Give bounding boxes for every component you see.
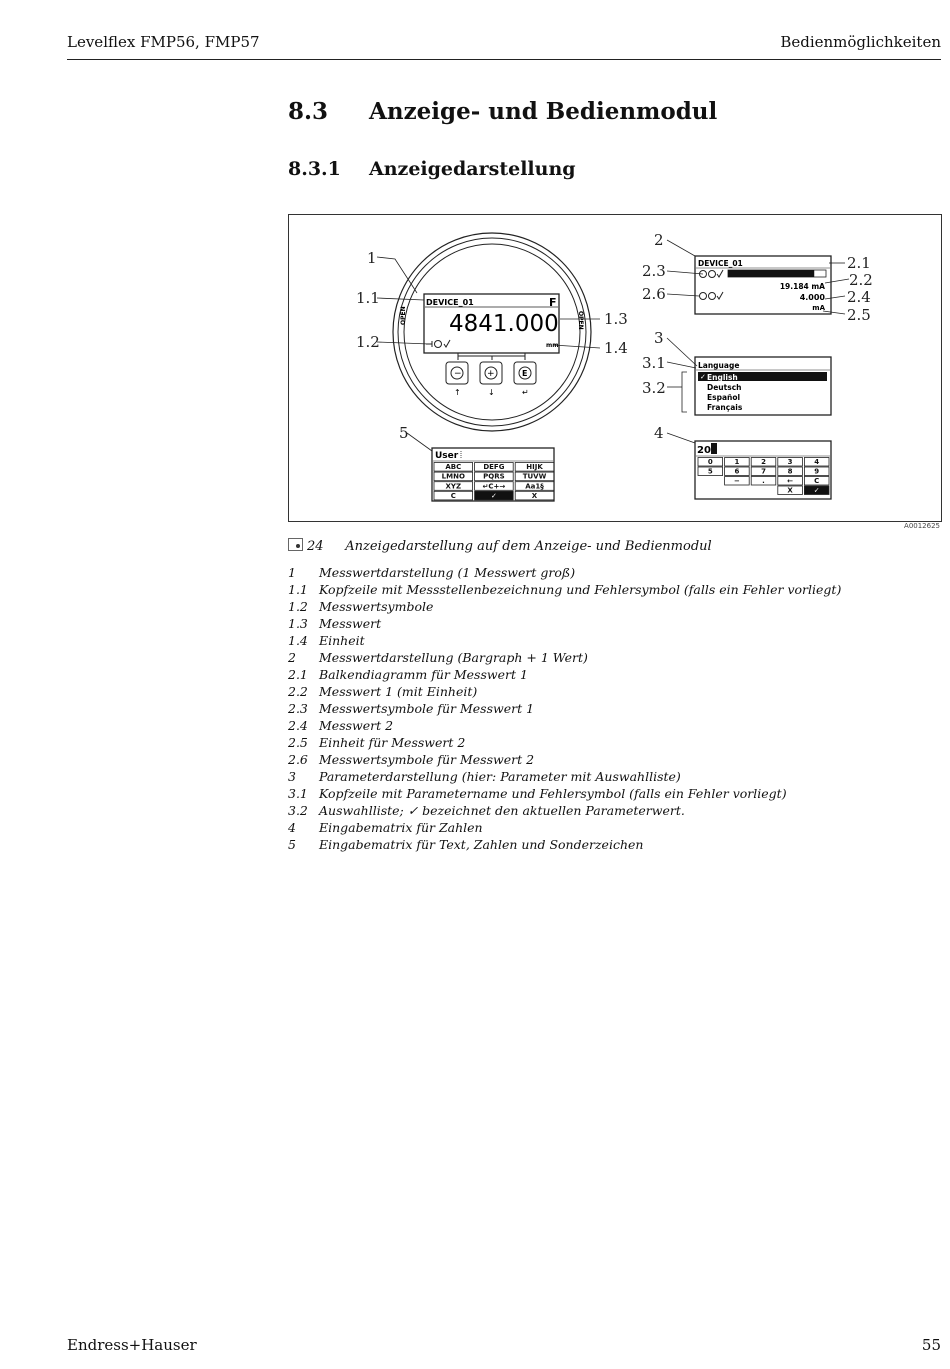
keypad-key-label: XYZ [445, 482, 462, 491]
callout-1-1: 1.1 [356, 289, 380, 307]
keypad-key-label: 8 [787, 467, 793, 476]
open-label-right: OPEN [577, 311, 584, 330]
key-enter: E [522, 369, 528, 378]
legend-text: Messwert 1 (mit Einheit) [319, 684, 478, 699]
legend-item [288, 785, 841, 802]
legend-number: 2 [288, 650, 296, 665]
running-header-product: Levelflex FMP56, FMP57 [67, 33, 260, 51]
keypad-key-label: X [531, 491, 538, 500]
keypad-key-label: 4 [814, 458, 820, 466]
legend-item [288, 632, 841, 649]
keypad-key-label: ✓ [490, 491, 497, 500]
legend-number: 4 [288, 820, 296, 835]
legend-number: 3.2 [288, 803, 308, 818]
keypad-key-label: HIJK [526, 463, 543, 472]
legend-item [288, 666, 841, 683]
legend-text: Messwertsymbole für Messwert 1 [319, 701, 535, 716]
legend-number: 2.3 [288, 701, 308, 716]
legend-item [288, 649, 841, 666]
legend-number: 2.6 [288, 752, 308, 767]
legend-text: Einheit [319, 633, 365, 648]
legend-number: 1.2 [288, 599, 308, 614]
legend-item [288, 598, 841, 615]
legend-item [288, 564, 841, 581]
section-title: Anzeige- und Bedienmodul [369, 98, 718, 125]
callout-2-4: 2.4 [847, 288, 871, 306]
keypad-key-label: 5 [707, 467, 713, 476]
callout-1-4: 1.4 [604, 339, 628, 357]
legend-text: Eingabematrix für Zahlen [319, 820, 483, 835]
callout-3-1: 3.1 [642, 354, 666, 372]
keypad-key-label: . [762, 477, 765, 485]
callout-2-6: 2.6 [642, 285, 666, 303]
legend-item [288, 819, 841, 836]
keypad-key-label: TUVW [522, 472, 547, 481]
key-return-arrow-icon: ↵ [522, 388, 529, 397]
display-5-title: User [435, 451, 459, 461]
callout-1: 1 [367, 249, 377, 267]
display-1-unit: mm [546, 342, 559, 349]
callout-3: 3 [654, 329, 664, 347]
legend-item [288, 836, 841, 853]
section-number: 8.3 [288, 98, 329, 125]
keypad-key-label: − [733, 477, 740, 485]
open-label-left: OPEN [400, 306, 407, 325]
section-heading [288, 98, 717, 125]
keypad-key-label: X [787, 486, 793, 495]
callout-2-5: 2.5 [847, 306, 871, 324]
legend-item [288, 768, 841, 785]
subsection-title: Anzeigedarstellung [369, 158, 576, 180]
display-1-value: 4841.000 [449, 311, 559, 337]
keypad-key-label: ABC [445, 463, 462, 472]
legend-number: 3 [288, 769, 296, 784]
display-3-checkmark-icon: ✓ [700, 373, 706, 381]
keypad-key-label: ← [787, 477, 794, 485]
keypad-key-label: 7 [761, 467, 766, 476]
legend-text: Messwertsymbole [319, 599, 434, 614]
callout-5: 5 [399, 424, 409, 442]
legend-item [288, 751, 841, 768]
legend-text: Messwertsymbole für Messwert 2 [319, 752, 535, 767]
keypad-key-label: 3 [787, 458, 793, 466]
header-rule [67, 59, 941, 60]
legend-number: 1.1 [288, 582, 308, 597]
callout-2-2: 2.2 [849, 271, 873, 289]
display-2-tag: DEVICE_01 [698, 259, 743, 268]
figure-number: 24 [307, 539, 324, 554]
legend-item [288, 683, 841, 700]
display-2-value-2: 4.000 [799, 293, 825, 302]
callout-2-1: 2.1 [847, 254, 871, 272]
legend-number: 2.4 [288, 718, 308, 733]
display-2-value-1: 19.184 mA [779, 282, 825, 291]
display-1-error-symbol: F [549, 296, 557, 309]
keypad-key-label: 9 [814, 467, 820, 476]
key-minus: − [454, 369, 462, 379]
footer-publisher: Endress+Hauser [67, 1336, 197, 1354]
callout-1-2: 1.2 [356, 333, 380, 351]
display-3-option-selected: English [707, 373, 738, 382]
figure-caption-text: Anzeigedarstellung auf dem Anzeige- und Bedienmodul [345, 539, 712, 554]
legend-text: Messwertdarstellung (1 Messwert groß) [319, 565, 576, 580]
subsection-heading [288, 158, 576, 180]
figure-display-module [288, 214, 942, 522]
legend-number: 1.4 [288, 633, 308, 648]
keypad-key-label: 0 [707, 458, 713, 466]
subsection-number: 8.3.1 [288, 158, 341, 180]
legend-item [288, 700, 841, 717]
display-1-tag: DEVICE_01 [426, 298, 474, 307]
callout-2-3: 2.3 [642, 262, 666, 280]
legend-text: Kopfzeile mit Messstellenbezeichnung und Fehlersymbol (falls ein Fehler vorliegt) [319, 582, 842, 597]
legend-text: Auswahlliste; ✓ bezeichnet den aktuellen Parameterwert. [319, 803, 685, 818]
keypad-key-label: C [814, 477, 820, 485]
callout-3-2: 3.2 [642, 379, 666, 397]
figure-id: A0012625 [904, 522, 940, 530]
legend-text: Messwert [319, 616, 382, 631]
legend-item [288, 734, 841, 751]
keypad-key-label: DEFG [483, 463, 505, 472]
legend-text: Messwertdarstellung (Bargraph + 1 Wert) [319, 650, 588, 665]
legend-item [288, 581, 841, 598]
keypad-key-label: Aa1§ [525, 482, 544, 491]
legend-item [288, 802, 841, 819]
page-number: 55 [921, 1336, 941, 1354]
keypad-key-label: LMNO [441, 472, 465, 481]
callout-4: 4 [654, 424, 664, 442]
key-plus: + [487, 369, 495, 379]
display-2-unit-2: mA [812, 304, 825, 312]
figure-caption [288, 538, 712, 554]
display-3-option: Français [707, 403, 743, 412]
display-4-entry: 20 [697, 445, 711, 456]
legend-item [288, 615, 841, 632]
keypad-key-label: 1 [734, 458, 740, 466]
display-4-cursor [711, 443, 717, 454]
keypad-key-label: ↵C+→ [482, 482, 506, 491]
keypad-key-label: 6 [734, 467, 740, 476]
legend-text: Parameterdarstellung (hier: Parameter mit Auswahlliste) [319, 769, 681, 784]
keypad-key-label: C [450, 491, 456, 500]
callout-2: 2 [654, 231, 664, 249]
keypad-key-label: 2 [761, 458, 766, 466]
display-3-option: Español [707, 393, 741, 402]
key-down-arrow-icon: ↓ [488, 388, 495, 397]
legend-item [288, 717, 841, 734]
legend-text: Eingabematrix für Text, Zahlen und Sonderzeichen [319, 837, 644, 852]
legend-text: Balkendiagramm für Messwert 1 [319, 667, 528, 682]
figure-legend [288, 564, 841, 853]
legend-number: 1.3 [288, 616, 308, 631]
legend-text: Messwert 2 [319, 718, 394, 733]
legend-number: 3.1 [288, 786, 308, 801]
legend-number: 5 [288, 837, 296, 852]
key-up-arrow-icon: ↑ [454, 388, 461, 397]
display-3-title: Language [698, 361, 740, 370]
figure-icon [288, 538, 303, 551]
display-3-option: Deutsch [707, 383, 742, 392]
legend-number: 2.5 [288, 735, 308, 750]
callout-1-3: 1.3 [604, 310, 628, 328]
keypad-key-label: PQRS [483, 472, 505, 481]
legend-number: 2.1 [288, 667, 308, 682]
display-2-bargraph-fill [728, 270, 814, 277]
legend-text: Einheit für Messwert 2 [319, 735, 466, 750]
keypad-key-label: ✓ [813, 486, 820, 495]
legend-number: 1 [288, 565, 296, 580]
legend-text: Kopfzeile mit Parametername und Fehlersymbol (falls ein Fehler vorliegt) [319, 786, 787, 801]
running-header-chapter: Bedienmöglichkeiten [780, 33, 941, 51]
legend-number: 2.2 [288, 684, 308, 699]
